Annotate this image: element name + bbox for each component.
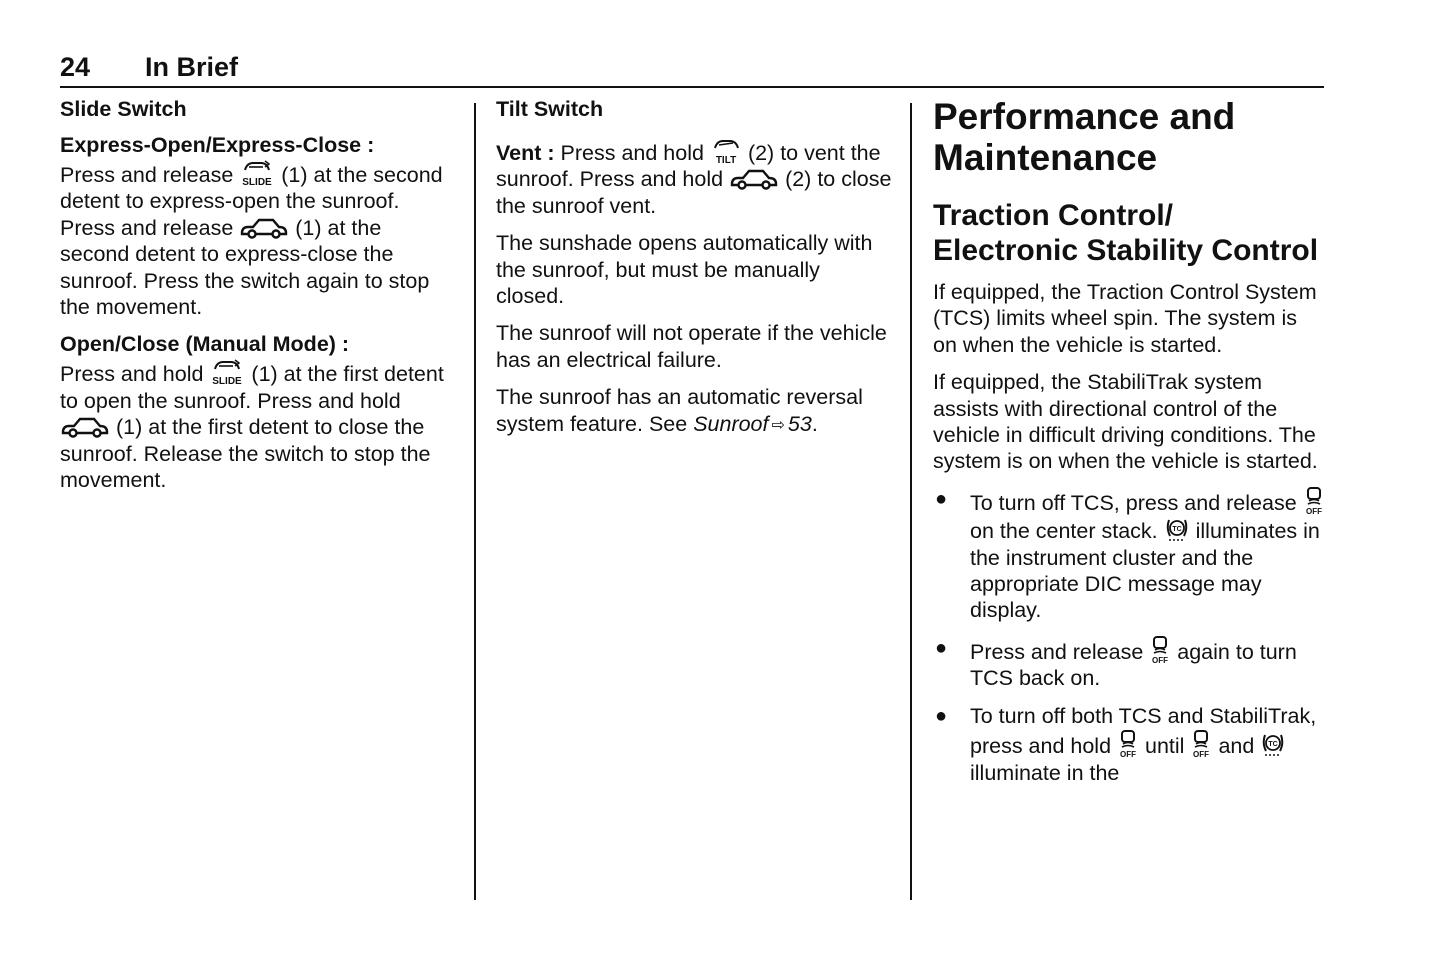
express-text-3: (1) at the second detent to express-close the sunroof. Press the switch again to stop the movement.: [60, 215, 430, 320]
column-slide-switch: [60, 96, 450, 504]
bullet1-text-2: on the center stack.: [970, 519, 1158, 544]
section-title: In Brief: [145, 52, 239, 82]
header-divider: [60, 86, 1324, 88]
vent-text-3: (2) to close the sunroof vent.: [496, 167, 892, 218]
express-text-1: Press and release: [60, 163, 234, 187]
tilt-switch-icon: [710, 136, 742, 166]
off-icon-label: OFF: [1193, 750, 1210, 760]
list-item: [933, 703, 1325, 786]
bullet-icon: ●: [935, 636, 948, 659]
bullet3-text-3: and: [1218, 734, 1255, 759]
vent-paragraph: [496, 136, 892, 219]
column-divider-2: [910, 103, 912, 900]
sunroof-reference-link[interactable]: [693, 412, 812, 436]
stabilitrak-paragraph: If equipped, the StabiliTrak system assists with directional control of the vehicle in difficult driving conditions. The system is on when the vehicle is started.: [933, 370, 1318, 474]
reference-page: 53: [787, 411, 812, 436]
bullet2-text-2: again to turn TCS back on.: [970, 639, 1297, 691]
bullet1-text-1: To turn off TCS, press and release: [970, 490, 1297, 515]
traction-off-icon: [1149, 635, 1171, 665]
express-paragraph: [60, 158, 450, 320]
tc-light-icon: [1164, 516, 1190, 544]
vent-label: Vent :: [496, 141, 555, 165]
slide-switch-icon: [209, 357, 245, 387]
slide-switch-icon: [239, 158, 275, 188]
page-header: [60, 50, 1324, 88]
tilt-switch-heading: Tilt Switch: [496, 97, 604, 121]
tc-icon-label: TC: [1268, 741, 1278, 749]
manual-text-3: (1) at the first detent to close the sunroof. Release the switch to stop the movement.: [60, 415, 431, 493]
sunshade-paragraph: The sunshade opens automatically with the sunroof, but must be manually closed.: [496, 231, 873, 309]
traction-off-icon: [1117, 729, 1139, 759]
express-open-close-label: Express-Open/Express-Close :: [60, 133, 375, 157]
express-text-2: (1) at the second detent to express-open the sunroof. Press and release: [60, 163, 443, 240]
column-divider-1: [474, 103, 476, 900]
reversal-text: The sunroof has an automatic reversal system feature. See: [496, 385, 863, 436]
bullet3-text-4: illuminate in the: [970, 760, 1120, 785]
traction-off-icon: [1190, 729, 1212, 759]
reference-arrow-icon: ⇨: [771, 416, 785, 434]
page-number: 24: [60, 52, 91, 82]
slide-switch-heading: Slide Switch: [60, 97, 187, 121]
tilt-icon-label: TILT: [715, 155, 737, 166]
list-item: [933, 635, 1325, 692]
traction-control-heading: Traction Control/ Electronic Stability Control: [933, 199, 1319, 267]
vent-text-1: Press and hold: [560, 141, 704, 165]
slide-icon-label: SLIDE: [242, 177, 273, 188]
bullet1-text-3: illuminates in the instrument cluster and the appropriate DIC message may display.: [970, 519, 1320, 623]
car-close-icon: [239, 215, 289, 241]
off-icon-label: OFF: [1305, 506, 1322, 516]
bullet-icon: ●: [935, 704, 948, 727]
tcs-instruction-list: [933, 486, 1325, 786]
bullet3-text-2: until: [1145, 734, 1185, 759]
bullet-icon: ●: [935, 487, 948, 510]
vent-text-2: (2) to vent the sunroof. Press and hold: [496, 141, 881, 192]
performance-maintenance-title: Performance and Maintenance: [933, 96, 1236, 178]
bullet2-text-1: Press and release: [970, 639, 1144, 664]
slide-icon-label: SLIDE: [212, 376, 243, 388]
off-icon-label: OFF: [1120, 750, 1137, 760]
list-item: [933, 486, 1325, 624]
column-performance: [933, 96, 1325, 797]
car-close-icon: [60, 414, 110, 440]
electrical-failure-paragraph: The sunroof will not operate if the vehicle has an electrical failure.: [496, 321, 887, 372]
reversal-paragraph: [496, 384, 892, 439]
car-close-icon: [729, 166, 779, 192]
manual-text-1: Press and hold: [60, 362, 204, 387]
bullet3-text-1: To turn off both TCS and StabiliTrak, press and hold: [970, 703, 1317, 759]
column-tilt-switch: [496, 96, 892, 450]
manual-mode-label: Open/Close (Manual Mode) :: [60, 332, 350, 357]
traction-off-icon: [1303, 486, 1325, 516]
off-icon-label: OFF: [1152, 655, 1169, 665]
tcs-paragraph: If equipped, the Traction Control System (TCS) limits wheel spin. The system is on when the vehicle is started.: [933, 280, 1317, 357]
manual-paragraph: [60, 357, 450, 493]
tc-light-icon: [1260, 731, 1286, 759]
reversal-end: .: [811, 411, 818, 436]
reference-title: Sunroof: [693, 411, 769, 436]
manual-text-2: (1) at the first detent to open the sunroof. Press and hold: [60, 362, 444, 413]
tc-icon-label: TC: [1171, 526, 1182, 534]
